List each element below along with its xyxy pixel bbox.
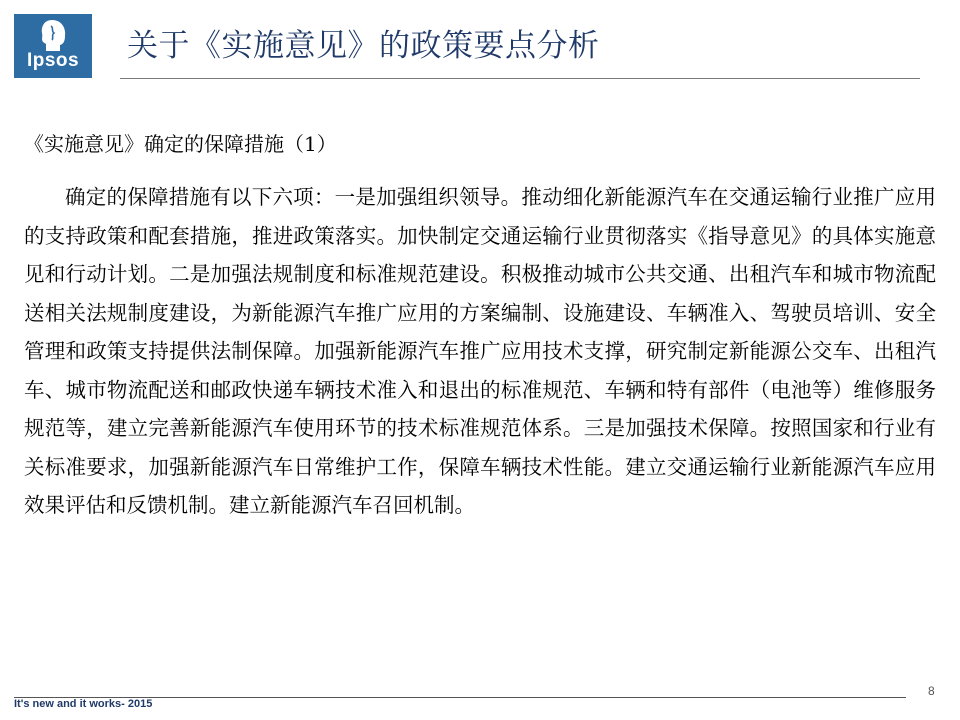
title-divider: [120, 78, 920, 79]
ipsos-logo: [14, 14, 92, 78]
head-silhouette-icon: [38, 18, 68, 52]
body-paragraph: 确定的保障措施有以下六项：一是加强组织领导。推动细化新能源汽车在交通运输行业推广应用的支持政策和配套措施，推进政策落实。加快制定交通运输行业贯彻落实《指导意见》的具体实施意见和行动计划。二是加强法规制度和标准规范建设。积极推动城市公共交通、出租汽车和城市物流配送相关法规制度建设，为新能源汽车推广应用的方案编制、设施建设、车辆准入、驾驶员培训、安全管理和政策支持提供法制保障。加强新能源汽车推广应用技术支撑，研究制定新能源公交车、出租汽车、城市物流配送和邮政快递车辆技术准入和退出的标准规范、车辆和特有部件（电池等）维修服务规范等，建立完善新能源汽车使用环节的技术标准规范体系。三是加强技术保障。按照国家和行业有关标准要求，加强新能源汽车日常维护工作，保障车辆技术性能。建立交通运输行业新能源汽车应用效果评估和反馈机制。建立新能源汽车召回机制。: [24, 185, 936, 517]
section-subtitle: 《实施意见》确定的保障措施（1）: [24, 132, 337, 156]
slide-title: 关于《实施意见》的政策要点分析: [127, 28, 600, 64]
page-number: 8: [928, 684, 935, 698]
footer-tagline: It's new and it works- 2015: [14, 698, 153, 710]
logo-text: Ipsos: [26, 50, 80, 71]
